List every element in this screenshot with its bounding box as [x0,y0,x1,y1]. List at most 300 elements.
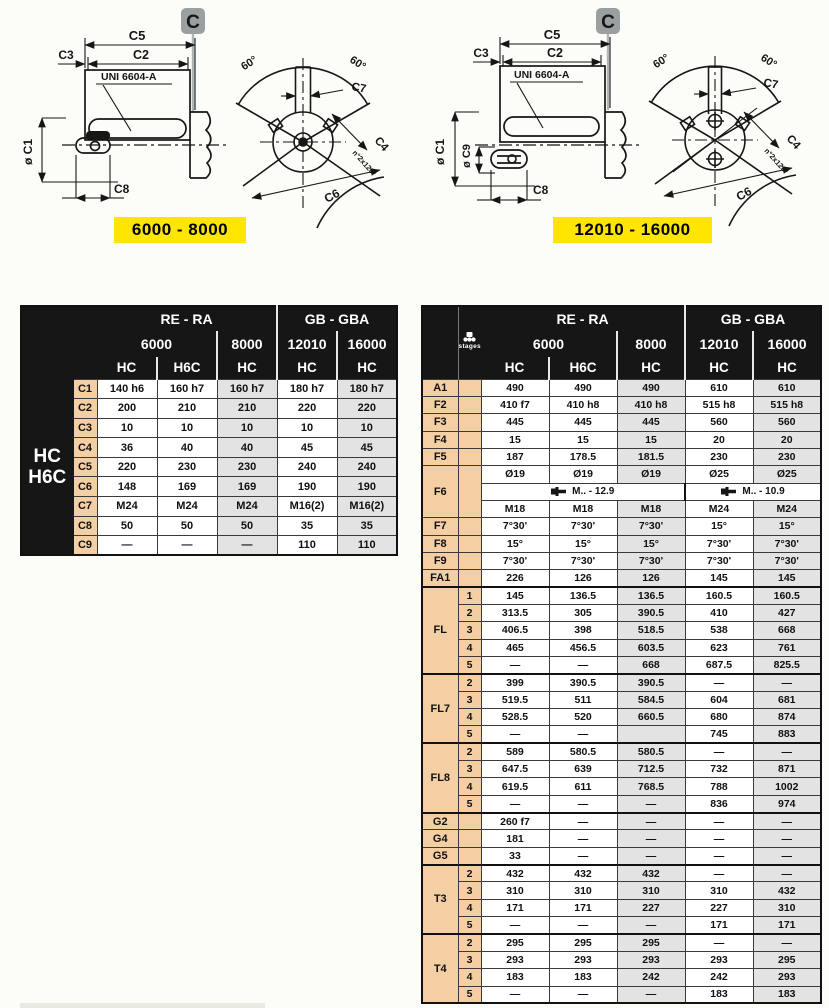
table-cell: 10 [277,418,337,438]
row-label: FA1 [422,570,458,587]
dim-c4: C4 [371,134,391,154]
table-cell: 883 [753,726,821,743]
table-cell: 390.5 [617,604,685,621]
table-cell: 410 [685,604,753,621]
table-cell: 623 [685,639,753,656]
row-label: F5 [422,448,458,465]
type-header: H6C [157,357,217,379]
table-cell: 110 [337,536,397,556]
table-cell: 145 [481,587,549,604]
table-cell: M16(2) [277,497,337,517]
table-cell: 145 [753,570,821,587]
shaft-side-view [491,66,626,178]
table-cell: 788 [685,778,753,795]
type-header: HC [97,357,157,379]
table-cell: — [157,536,217,556]
table-cell: — [97,536,157,556]
table-cell: 15° [549,535,617,552]
table-cell: 145 [685,570,753,587]
table-row [422,899,821,916]
table-row [422,761,821,778]
size-header: 6000 [97,331,217,357]
table-cell: — [685,934,753,951]
table-cell: 190 [337,477,397,497]
table-row [422,986,821,1003]
table-cell: 171 [685,917,753,934]
table-cell: Ø19 [617,466,685,483]
table-cell: M24 [217,497,277,517]
table-cell: 584.5 [617,691,685,708]
table-cell: 560 [685,414,753,431]
stage-cell: 4 [458,899,481,916]
table-cell: — [481,795,549,812]
row-label: C6 [73,477,97,497]
stages-header [458,306,481,379]
key-standard-label: UNI 6604-A [101,71,157,83]
table-cell: — [549,657,617,674]
table-row [422,535,821,552]
table-cell: 171 [481,899,549,916]
table-cell: — [753,743,821,760]
holes-note: n°2x120° [762,146,791,176]
table-body [422,379,821,1003]
table-cell: 40 [217,438,277,458]
table-cell: 761 [753,639,821,656]
table-cell: 7°30' [753,552,821,569]
table-cell: — [617,830,685,847]
type-header: HC [277,357,337,379]
stage-cell: 5 [458,726,481,743]
table-cell: 732 [685,761,753,778]
row-label: F3 [422,414,458,431]
stage-cell: 2 [458,934,481,951]
table-cell: 183 [481,969,549,986]
table-cell: M16(2) [337,497,397,517]
table-cell: 580.5 [549,743,617,760]
table-cell: 220 [277,399,337,419]
table-cell: — [617,795,685,812]
type-header: HC [685,357,753,379]
table-cell: — [481,657,549,674]
table-row [21,477,397,497]
table-row [422,674,821,691]
table-cell: 15 [481,431,549,448]
caption-12010-16000: 12010 - 16000 [553,217,712,243]
table-cell: 36 [97,438,157,458]
table-cell: 180 h7 [337,379,397,399]
table-cell: 745 [685,726,753,743]
table-cell: 160 h7 [217,379,277,399]
stage-cell: 4 [458,778,481,795]
shaft-side-view [76,70,211,178]
table-cell: 230 [217,457,277,477]
row-label: T3 [422,865,458,934]
stage-cell: 3 [458,691,481,708]
table-cell: 183 [753,986,821,1003]
row-label: C5 [73,457,97,477]
table-body [21,379,397,555]
table-cell: 680 [685,709,753,726]
table-cell: 10 [97,418,157,438]
table-cell: — [617,847,685,864]
table-cell: 110 [277,536,337,556]
table-cell: 310 [753,899,821,916]
table-cell: 7°30' [753,535,821,552]
type-header: HC [753,357,821,379]
table-row [422,604,821,621]
table-cell: 445 [617,414,685,431]
table-cell: — [481,917,549,934]
header-row-types [422,357,821,379]
table-cell: 126 [617,570,685,587]
table-cell: 181 [481,830,549,847]
side-view-dimensions [455,37,610,200]
angle-left-label: 60° [239,53,260,74]
table-row [422,951,821,968]
dimension-table-c [20,305,398,556]
table-cell: 465 [481,639,549,656]
stage-cell: 2 [458,865,481,882]
table-cell: 230 [753,448,821,465]
table-row [422,969,821,986]
table-cell: 240 [277,457,337,477]
stage-cell [458,466,481,518]
row-label: F4 [422,431,458,448]
table-row [422,917,821,934]
table-cell: — [549,986,617,1003]
table-cell: 220 [337,399,397,419]
holes-note: n°2x120° [350,148,379,178]
stage-cell: 5 [458,986,481,1003]
table-cell: — [617,986,685,1003]
dim-c5: C5 [128,28,146,43]
cropped-edge [20,1003,265,1008]
table-cell: — [685,743,753,760]
table-cell: 410 h8 [549,396,617,413]
table-cell: — [217,536,277,556]
table-cell: Ø25 [753,466,821,483]
table-cell: 242 [685,969,753,986]
stage-cell: 2 [458,743,481,760]
dim-dia-c1: ø C1 [21,138,35,166]
stage-cell [458,570,481,587]
header-row-sizes [422,331,821,357]
c-badge [181,8,205,112]
stage-cell [458,830,481,847]
table-cell: 180 h7 [277,379,337,399]
size-header: 8000 [217,331,277,357]
stages-label: stages [458,343,481,351]
table-cell: 528.5 [481,709,549,726]
table-cell: 515 h8 [753,396,821,413]
table-cell: 874 [753,709,821,726]
size-header: 6000 [481,331,617,357]
table-cell: — [685,865,753,882]
table-cell: 836 [685,795,753,812]
table-cell: 580.5 [617,743,685,760]
table-cell: 183 [685,986,753,1003]
dim-c4: C4 [783,132,803,152]
table-cell: M18 [549,500,617,517]
table-cell: 15 [617,431,685,448]
table-cell: M18 [481,500,549,517]
table-cell: 445 [481,414,549,431]
stage-cell [458,813,481,830]
stage-cell: 5 [458,795,481,812]
table-row [422,448,821,465]
table-cell: 45 [277,438,337,458]
table-cell: 410 f7 [481,396,549,413]
table-row [422,691,821,708]
row-label: F9 [422,552,458,569]
group-header: RE - RA [481,306,685,331]
table-cell: — [685,813,753,830]
table-row [422,570,821,587]
row-label: F7 [422,518,458,535]
table-cell: 432 [617,865,685,882]
stage-cell [458,396,481,413]
table-cell: 604 [685,691,753,708]
table-cell: — [753,674,821,691]
table-row [422,813,821,830]
table-cell: 7°30' [549,518,617,535]
stage-cell: 3 [458,882,481,899]
row-label: G5 [422,847,458,864]
table-cell: 432 [481,865,549,882]
header-row-groups [422,306,821,331]
table-cell: 7°30' [481,518,549,535]
row-label: F6 [422,466,458,518]
table-cell: 171 [549,899,617,916]
table-row [422,657,821,674]
stage-cell: 3 [458,951,481,968]
table-cell: 313.5 [481,604,549,621]
row-label: C1 [73,379,97,399]
table-cell: 181.5 [617,448,685,465]
table-cell: 160.5 [753,587,821,604]
side-view-dimensions [42,38,195,198]
dim-c2: C2 [547,46,563,60]
table-cell: 226 [481,570,549,587]
table-cell: 310 [481,882,549,899]
table-cell: — [549,917,617,934]
table-row [422,552,821,569]
table-row [21,497,397,517]
table-row [21,536,397,556]
table-cell: 227 [617,899,685,916]
stages-icon [463,332,476,342]
row-label: T4 [422,934,458,1003]
table-cell: 178.5 [549,448,617,465]
group-header: GB - GBA [277,306,397,331]
table-cell: 399 [481,674,549,691]
table-cell: 15° [753,518,821,535]
dim-c6: C6 [733,184,754,204]
table-cell: 603.5 [617,639,685,656]
stage-cell: 3 [458,622,481,639]
table-cell: — [481,726,549,743]
table-cell: 169 [157,477,217,497]
stage-cell: 2 [458,674,481,691]
table-cell: M18 [617,500,685,517]
table-cell: — [685,674,753,691]
table-cell: 230 [157,457,217,477]
table-row [422,726,821,743]
table-cell: 20 [685,431,753,448]
table-row [422,865,821,882]
size-header: 16000 [753,331,821,357]
table-row [422,934,821,951]
size-header: 8000 [617,331,685,357]
dim-c8: C8 [533,183,549,197]
table-cell: 1002 [753,778,821,795]
table-cell: 610 [753,379,821,396]
table-cell: 660.5 [617,709,685,726]
row-label: F2 [422,396,458,413]
stage-cell: 4 [458,969,481,986]
table-cell: — [549,726,617,743]
table-cell: 974 [753,795,821,812]
table-cell: 560 [753,414,821,431]
table-cell: 390.5 [617,674,685,691]
stage-cell: 1 [458,587,481,604]
table-cell: — [549,795,617,812]
table-cell: 295 [481,934,549,951]
side-label-line: HC [33,445,61,467]
angle-left-label: 60° [651,51,672,72]
table-cell: 619.5 [481,778,549,795]
table-cell: — [753,847,821,864]
table-cell: 712.5 [617,761,685,778]
table-cell: 310 [617,882,685,899]
bolt-class-text: M.. - 12.9 [572,486,615,498]
type-header: HC [617,357,685,379]
dim-c7: C7 [762,77,780,92]
table-cell: 871 [753,761,821,778]
key-standard-label: UNI 6604-A [514,69,570,81]
table-cell [617,726,685,743]
table-cell: — [617,813,685,830]
stage-cell: 4 [458,639,481,656]
table-cell: 515 h8 [685,396,753,413]
table-cell: — [753,934,821,951]
table-cell: 230 [685,448,753,465]
table-cell: 136.5 [617,587,685,604]
dim-c8: C8 [114,182,130,196]
row-label: C2 [73,399,97,419]
header-row-groups [21,306,397,331]
stage-cell [458,535,481,552]
angle-right-label: 60° [347,53,368,74]
table-cell: 160 h7 [157,379,217,399]
row-label: C7 [73,497,97,517]
table-cell: 639 [549,761,617,778]
side-label-line: H6C [28,466,67,488]
table-cell: 305 [549,604,617,621]
table-row [422,743,821,760]
dim-c5: C5 [543,27,561,42]
table-cell: 15 [549,431,617,448]
table-row [422,500,821,517]
table-header [422,306,821,379]
stage-cell [458,431,481,448]
table-cell: 293 [685,951,753,968]
table-cell: 432 [549,865,617,882]
table-cell: 293 [753,969,821,986]
table-cell: 210 [157,399,217,419]
table-cell: 538 [685,622,753,639]
dim-c3: C3 [58,48,74,62]
table-cell: 647.5 [481,761,549,778]
type-header: HC [217,357,277,379]
stage-cell [458,847,481,864]
row-label: C8 [73,516,97,536]
stage-cell: 5 [458,657,481,674]
table-cell: 148 [97,477,157,497]
size-header: 12010 [277,331,337,357]
table-cell: 520 [549,709,617,726]
table-cell: 7°30' [549,552,617,569]
table-row [422,483,821,500]
table-row [422,882,821,899]
table-row [422,414,821,431]
table-cell: 427 [753,604,821,621]
table-cell: 611 [549,778,617,795]
table-cell: 15° [481,535,549,552]
row-label: C9 [73,536,97,556]
table-row [21,399,397,419]
group-header: RE - RA [97,306,277,331]
table-cell: 200 [97,399,157,419]
table-cell: Ø25 [685,466,753,483]
dim-c3: C3 [473,46,489,60]
stage-cell [458,552,481,569]
row-label: C4 [73,438,97,458]
stage-cell [458,518,481,535]
table-cell: 668 [617,657,685,674]
angle-right-label: 60° [758,51,779,72]
stage-cell: 3 [458,761,481,778]
table-cell: 7°30' [685,552,753,569]
dimension-table-f [421,305,822,1004]
table-cell: 768.5 [617,778,685,795]
table-cell: 50 [157,516,217,536]
table-cell: 295 [549,934,617,951]
table-row [422,466,821,483]
corner-cell [21,306,97,379]
table-cell: — [753,813,821,830]
table-header [21,306,397,379]
table-cell: 220 [97,457,157,477]
size-header: 16000 [337,331,397,357]
dim-c2: C2 [133,48,149,62]
table-cell: M24 [97,497,157,517]
table-cell: 187 [481,448,549,465]
table-row [422,778,821,795]
table-cell: 240 [337,457,397,477]
table-cell: 490 [481,379,549,396]
table-cell: 589 [481,743,549,760]
table-cell: — [685,830,753,847]
stages-header-box [459,332,482,353]
table-cell: — [753,830,821,847]
table-cell: 10 [217,418,277,438]
table-row [21,438,397,458]
table-cell: — [481,986,549,1003]
table-cell: 293 [617,951,685,968]
table-row [422,396,821,413]
table-cell: Ø19 [481,466,549,483]
